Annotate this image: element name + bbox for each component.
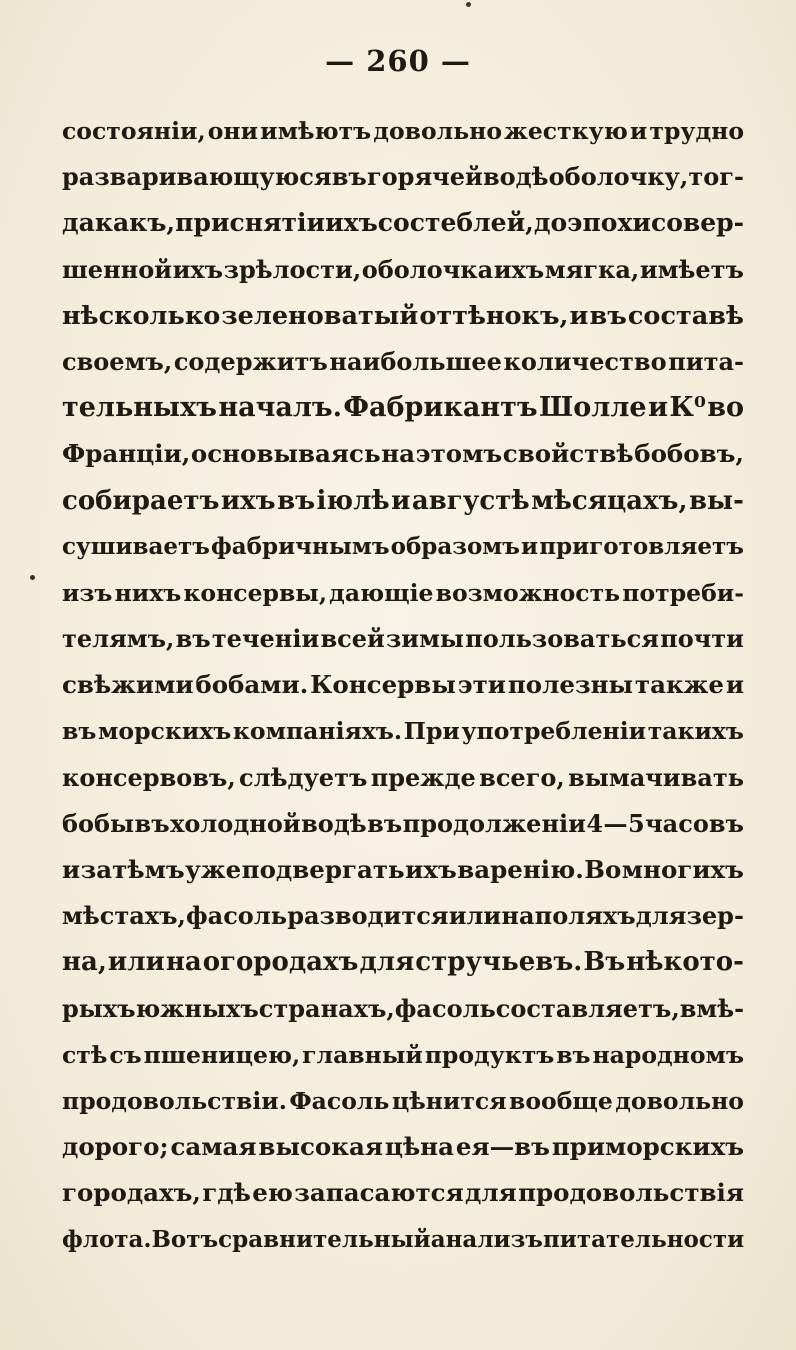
word: фасоль: [186, 901, 288, 931]
text-line: [62, 570, 744, 616]
word: бобовъ,: [634, 439, 744, 469]
word: городахъ,: [62, 1178, 201, 1208]
word: самая: [170, 1132, 257, 1162]
text-line: [62, 893, 744, 939]
word: или: [448, 901, 502, 931]
word: и: [62, 855, 81, 884]
word: этомъ: [415, 439, 503, 469]
word: имѣетъ: [639, 254, 744, 284]
word: довольно: [615, 1086, 744, 1115]
word: многихъ: [621, 855, 744, 884]
word: составляетъ,: [495, 993, 680, 1023]
text-line: [62, 662, 744, 708]
text-line: [62, 1217, 744, 1263]
word: содержитъ: [173, 346, 328, 376]
text-line: [62, 755, 744, 801]
word: имѣютъ: [260, 117, 372, 145]
word: продовольствiя: [518, 1178, 744, 1208]
body-text: [62, 108, 744, 1263]
text-line: [62, 801, 744, 847]
word: стеблей,: [409, 208, 534, 238]
page-number: — 260 —: [325, 44, 471, 78]
word: анализъ: [430, 1225, 543, 1253]
word: вымачивать: [568, 762, 744, 792]
word: для: [359, 947, 415, 978]
word: и: [647, 392, 668, 424]
word: ею: [252, 1178, 293, 1208]
text-line: [62, 200, 744, 246]
word: оболочку,: [548, 162, 689, 192]
word: флота.: [62, 1225, 152, 1253]
word: тог-: [688, 162, 744, 192]
word: огородахъ: [202, 947, 359, 978]
word: высокая: [258, 1132, 383, 1162]
word: совер-: [650, 208, 744, 238]
word: въ: [589, 300, 627, 331]
word: странахъ,: [258, 993, 395, 1023]
word: на,: [62, 947, 107, 978]
word: наибольшее: [329, 346, 502, 376]
word: морскихъ: [98, 717, 232, 746]
word: консервовъ,: [62, 762, 236, 792]
word: оттѣнокъ,: [419, 300, 569, 331]
word: бобы: [62, 808, 135, 838]
text-line: [62, 478, 744, 524]
word: трудно: [649, 117, 744, 145]
word: вообще: [509, 1086, 613, 1115]
word: зимы: [385, 624, 464, 654]
word: iюлѣ: [316, 485, 390, 516]
word: —: [603, 808, 628, 838]
text-line: [62, 293, 744, 339]
word: и: [569, 300, 589, 331]
word: на: [165, 947, 202, 978]
text-line: [62, 1032, 744, 1078]
word: какъ,: [94, 208, 176, 238]
word: Вотъ: [151, 1225, 219, 1253]
word: разваривающуюся: [62, 162, 332, 192]
word: въ: [62, 717, 97, 746]
ink-speck: [466, 2, 471, 7]
word: въ: [367, 808, 403, 838]
text-line: [62, 339, 744, 385]
word: южныхъ: [135, 993, 259, 1023]
text-line: [62, 986, 744, 1032]
word: При: [403, 717, 460, 746]
word: стѣ: [62, 1040, 108, 1069]
word: пользоваться: [465, 624, 659, 654]
word: Фасоль: [289, 1086, 390, 1115]
text-line: [62, 1170, 744, 1216]
word: для: [635, 901, 687, 931]
word: почти: [660, 624, 744, 654]
ink-speck: [30, 575, 35, 580]
word: вмѣ-: [679, 993, 745, 1023]
word: свойствѣ: [502, 439, 634, 469]
word: употребленiи: [461, 717, 647, 746]
word: или: [107, 947, 165, 978]
word: поляхъ: [534, 901, 636, 931]
word: съ: [109, 1040, 142, 1069]
word: въ: [556, 1040, 591, 1069]
word: въ: [331, 162, 367, 192]
word: продуктъ: [424, 1040, 555, 1069]
word: главный: [302, 1040, 423, 1069]
word: приготовляетъ: [539, 532, 744, 560]
text-line: [62, 108, 744, 154]
word: собираетъ: [62, 485, 220, 516]
word: своемъ,: [62, 346, 173, 376]
word: Во: [584, 855, 622, 884]
text-line: [62, 1078, 744, 1124]
word: въ: [277, 485, 316, 516]
word: Въ: [583, 947, 626, 978]
word: питательности: [542, 1225, 745, 1253]
word: Консервы: [310, 670, 456, 700]
word: рыхъ: [62, 993, 136, 1023]
word: ея—въ: [455, 1132, 550, 1162]
word: да: [62, 208, 95, 238]
word: К⁰: [669, 392, 706, 424]
word: со: [377, 208, 410, 238]
word: и: [391, 485, 411, 516]
word: компанiяхъ.: [232, 717, 403, 746]
word: фасоль: [394, 993, 496, 1023]
text-line: [62, 616, 744, 662]
word: гдѣ: [202, 1178, 251, 1208]
word: состоянiи,: [62, 117, 206, 145]
word: теченiи: [211, 624, 320, 654]
word: приморскихъ: [551, 1132, 744, 1162]
text-line: [62, 847, 744, 893]
word: мѣстахъ,: [62, 901, 186, 931]
text-line: [62, 1124, 744, 1170]
word: цѣнится: [391, 1086, 507, 1115]
text-line: [62, 431, 744, 477]
word: 4: [586, 808, 604, 838]
word: затѣмъ: [80, 855, 185, 884]
word: пшеницею,: [143, 1040, 301, 1069]
word: такихъ: [647, 717, 744, 746]
word: пита-: [668, 346, 744, 376]
word: мягка,: [544, 254, 640, 284]
word: тельныхъ: [62, 392, 217, 424]
word: зер-: [686, 901, 744, 931]
word: они: [207, 117, 259, 145]
word: для: [465, 1178, 517, 1208]
word: всей: [320, 624, 385, 654]
word: сушиваетъ: [62, 532, 210, 560]
word: и: [725, 670, 744, 700]
word: 5: [627, 808, 645, 838]
word: Шолле: [539, 392, 647, 424]
word: ихъ: [405, 855, 457, 884]
word: августѣ: [411, 485, 530, 516]
word: зрѣлости,: [223, 254, 362, 284]
word: Фабрикантъ: [343, 392, 538, 424]
word: часовъ: [645, 808, 744, 838]
word: на: [501, 901, 535, 931]
text-line: [62, 708, 744, 754]
word: при: [175, 208, 230, 238]
word: свѣжими: [62, 670, 194, 700]
word: телямъ,: [62, 624, 175, 654]
word: дающiе: [329, 578, 434, 607]
word: ихъ: [172, 254, 224, 284]
word: оболочка: [361, 254, 494, 284]
text-line: [62, 154, 744, 200]
word: подвергать: [241, 855, 405, 884]
word: эпохи: [567, 208, 651, 238]
word: водѣ: [482, 162, 549, 192]
word: мѣсяцахъ,: [531, 485, 688, 516]
word: довольно: [373, 117, 503, 145]
word: прежде: [370, 762, 476, 792]
word: всего,: [479, 762, 565, 792]
word: ихъ: [325, 208, 378, 238]
word: началъ.: [218, 392, 342, 424]
word: водѣ: [301, 808, 367, 838]
word: продолженiи: [402, 808, 586, 838]
word: ихъ: [220, 485, 276, 516]
word: во: [707, 392, 744, 424]
word: бобами.: [195, 670, 309, 700]
word: до: [533, 208, 568, 238]
word: запасаются: [294, 1178, 464, 1208]
word: продовольствiи.: [62, 1086, 287, 1115]
word: и: [521, 532, 539, 560]
word: зеленоватый: [221, 300, 419, 331]
word: стручьевъ.: [415, 947, 583, 978]
word: уже: [185, 855, 242, 884]
word: вы-: [688, 485, 744, 516]
word: цѣна: [384, 1132, 454, 1162]
word: фабричнымъ: [211, 532, 390, 560]
word: нѣсколько: [62, 300, 221, 331]
word: возможность: [435, 578, 621, 607]
word: полезны: [507, 670, 634, 700]
word: также: [634, 670, 724, 700]
word: консервы,: [183, 578, 328, 607]
word: горячей: [366, 162, 483, 192]
word: слѣдуетъ: [239, 762, 368, 792]
word: въ: [134, 808, 170, 838]
word: составѣ: [627, 300, 744, 331]
word: нѣкото-: [626, 947, 744, 978]
word: въ: [175, 624, 211, 654]
word: потреби-: [622, 578, 744, 607]
word: изъ: [62, 578, 113, 607]
word: шенной: [62, 254, 173, 284]
word: жесткую: [504, 117, 628, 145]
word: снятiи: [229, 208, 326, 238]
word: эти: [457, 670, 506, 700]
word: холодной: [170, 808, 301, 838]
word: варенiю.: [457, 855, 584, 884]
text-line: [62, 385, 744, 431]
word: ихъ: [493, 254, 545, 284]
text-line: [62, 524, 744, 570]
text-line: [62, 939, 744, 985]
word: и: [629, 117, 648, 145]
word: образомъ: [390, 532, 520, 560]
word: нихъ: [114, 578, 182, 607]
word: разводится: [287, 901, 449, 931]
word: на: [381, 439, 416, 469]
word: дорого;: [62, 1132, 169, 1162]
word: сравнительный: [218, 1225, 431, 1253]
text-line: [62, 247, 744, 293]
word: Францiи,: [62, 439, 191, 469]
word: количество: [503, 346, 667, 376]
word: народномъ: [592, 1040, 744, 1069]
word: основываясь: [190, 439, 381, 469]
